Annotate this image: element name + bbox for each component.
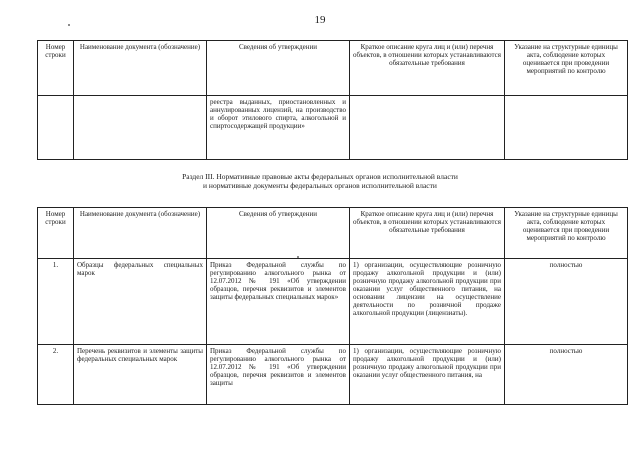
row-approval-info: Приказ Федеральной службы по регулированию алкогольного рынка от 12.07.2012 № 191 «Об утверждении образцов, перечня реквизитов и элементов защиты xyxy=(207,345,350,405)
row-scope-description xyxy=(350,96,505,160)
row-document-name: Образцы федеральных специальных марок xyxy=(74,259,207,345)
row-structural-units: полностью xyxy=(505,345,628,405)
section-title-line2: и нормативные документы федеральных органов исполнительной власти xyxy=(203,181,437,190)
table-row xyxy=(38,259,628,345)
table-row xyxy=(38,345,628,405)
scan-speck xyxy=(68,24,70,26)
scan-speck xyxy=(297,256,299,258)
header-number: Номер строки xyxy=(38,208,74,259)
row-approval-info: Приказ Федеральной службы по регулированию алкогольного рынка от 12.07.2012 № 191 «Об утверждении образцов, перечня реквизитов и элементов защиты федеральных специальных марок» xyxy=(207,259,350,345)
header-scope-description: Краткое описание круга лиц и (или) перечня объектов, в отношении которых устанавливаются обязательные требования xyxy=(350,41,505,96)
header-document-name: Наименование документа (обозначение) xyxy=(74,208,207,259)
row-scope-description: 1) организации, осуществляющие розничную продажу алкогольной продукции и (или) розничную продажу алкогольной продукции при оказании услуг общественного питания, на xyxy=(350,345,505,405)
row-document-name: Перечень реквизитов и элементы защиты федеральных специальных марок xyxy=(74,345,207,405)
row-scope-description: 1) организации, осуществляющие розничную продажу алкогольной продукции и (или) розничную продажу алкогольной продукции при оказании услуг общественного питания, на основании лицензии на осуществление деятельности по розничной продаже алкогольной продукции (лицензиаты). xyxy=(350,259,505,345)
row-structural-units: полностью xyxy=(505,259,628,345)
header-document-name: Наименование документа (обозначение) xyxy=(74,41,207,96)
table-header-row xyxy=(38,41,628,96)
requirements-table xyxy=(37,207,628,405)
row-number: 2. xyxy=(38,345,74,405)
row-number: 1. xyxy=(38,259,74,345)
header-scope-description: Краткое описание круга лиц и (или) перечня объектов, в отношении которых устанавливаются обязательные требования xyxy=(350,208,505,259)
table-header-row xyxy=(38,208,628,259)
row-number xyxy=(38,96,74,160)
header-number: Номер строки xyxy=(38,41,74,96)
header-approval-info: Сведения об утверждении xyxy=(207,41,350,96)
page-number: 19 xyxy=(314,14,326,26)
section-title xyxy=(0,172,640,190)
requirements-table-continued xyxy=(37,40,628,160)
header-structural-units: Указание на структурные единицы акта, соблюдение которых оценивается при проведении мероприятий по контролю xyxy=(505,41,628,96)
header-approval-info: Сведения об утверждении xyxy=(207,208,350,259)
row-approval-info: реестра выданных, приостановленных и аннулированных лицензий, на производство и оборот этилового спирта, алкогольной и спиртосодержащей продукции» xyxy=(207,96,350,160)
table-row xyxy=(38,96,628,160)
header-structural-units: Указание на структурные единицы акта, соблюдение которых оценивается при проведении мероприятий по контролю xyxy=(505,208,628,259)
row-document-name xyxy=(74,96,207,160)
row-structural-units xyxy=(505,96,628,160)
section-title-line1: Раздел III. Нормативные правовые акты федеральных органов исполнительной власти xyxy=(182,172,458,181)
